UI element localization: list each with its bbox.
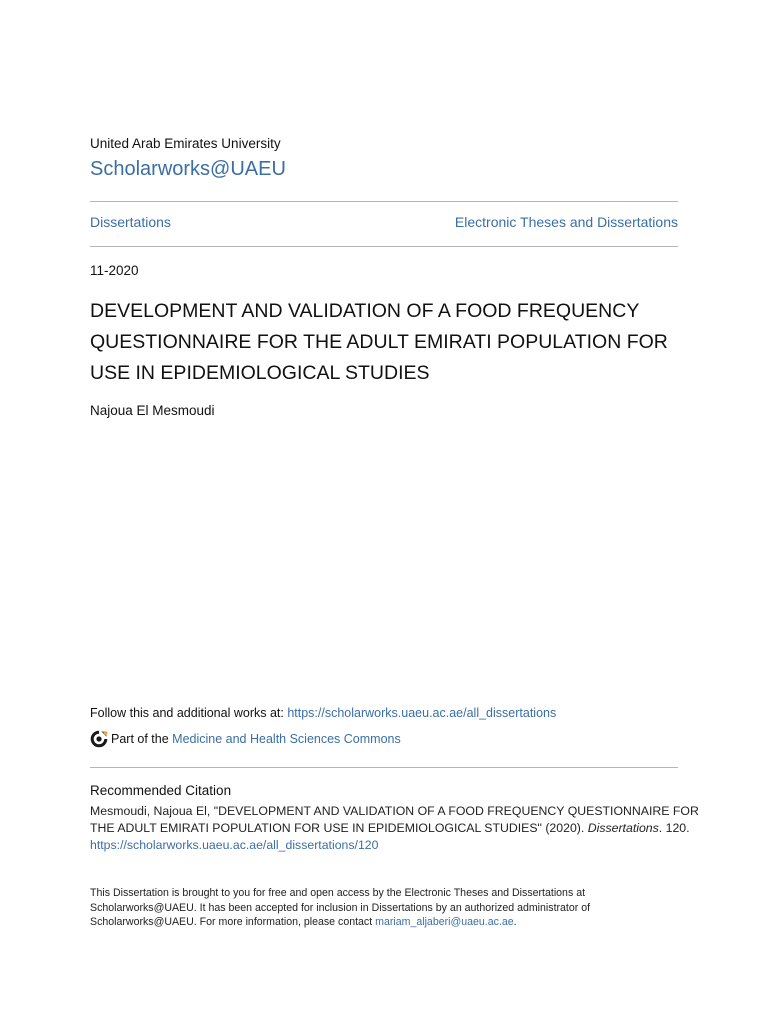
institution-name: United Arab Emirates University: [90, 136, 281, 151]
divider-top: [90, 201, 678, 202]
footer-notice: [90, 886, 690, 930]
divider-nav: [90, 246, 678, 247]
dissertations-link[interactable]: Dissertations: [90, 214, 171, 230]
citation-line: [90, 820, 690, 837]
citation-line: Mesmoudi, Najoua El, "DEVELOPMENT AND VALIDATION OF A FOOD FREQUENCY QUESTIONNAIRE FOR: [90, 804, 699, 818]
footer-line: Scholarworks@UAEU. It has been accepted for inclusion in Dissertations by an authorized administrator of: [90, 901, 591, 914]
medicine-commons-link[interactable]: Medicine and Health Sciences Commons: [172, 732, 401, 746]
citation-url-link[interactable]: https://scholarworks.uaeu.ac.ae/all_dissertations/120: [90, 838, 379, 852]
title-line: QUESTIONNAIRE FOR THE ADULT EMIRATI POPULATION FOR: [90, 331, 668, 353]
divider-citation: [90, 767, 678, 768]
citation-text: THE ADULT EMIRATI POPULATION FOR USE IN EPIDEMIOLOGICAL STUDIES" (2020).: [90, 821, 588, 835]
etd-collection-link[interactable]: Electronic Theses and Dissertations: [454, 214, 678, 230]
title-line: DEVELOPMENT AND VALIDATION OF A FOOD FREQUENCY: [90, 300, 640, 322]
follow-prefix: Follow this and additional works at:: [90, 706, 288, 720]
all-dissertations-link[interactable]: https://scholarworks.uaeu.ac.ae/all_dissertations: [287, 706, 557, 720]
follow-line: [90, 706, 556, 720]
contact-email-link[interactable]: mariam_aljaberi@uaeu.ac.ae: [375, 916, 514, 928]
part-of-line: [90, 730, 401, 748]
title-line: USE IN EPIDEMIOLOGICAL STUDIES: [90, 362, 430, 384]
footer-line: [90, 915, 690, 930]
publication-date: 11-2020: [90, 263, 139, 278]
citation-series: Dissertations: [587, 821, 659, 835]
citation-suffix: . 120.: [658, 821, 690, 835]
repository-link[interactable]: Scholarworks@UAEU: [90, 158, 286, 180]
document-title: [90, 296, 690, 389]
author-name: Najoua El Mesmoudi: [90, 403, 215, 418]
footer-contact-prefix: Scholarworks@UAEU. For more information, please contact: [90, 916, 376, 928]
part-of-prefix: Part of the: [111, 732, 173, 746]
footer-contact-suffix: .: [513, 916, 517, 928]
network-commons-icon: [90, 730, 108, 748]
citation-body: [90, 803, 699, 854]
citation-heading: Recommended Citation: [90, 783, 232, 798]
footer-line: This Dissertation is brought to you for free and open access by the Electronic Theses and Dissertations at: [90, 887, 586, 899]
